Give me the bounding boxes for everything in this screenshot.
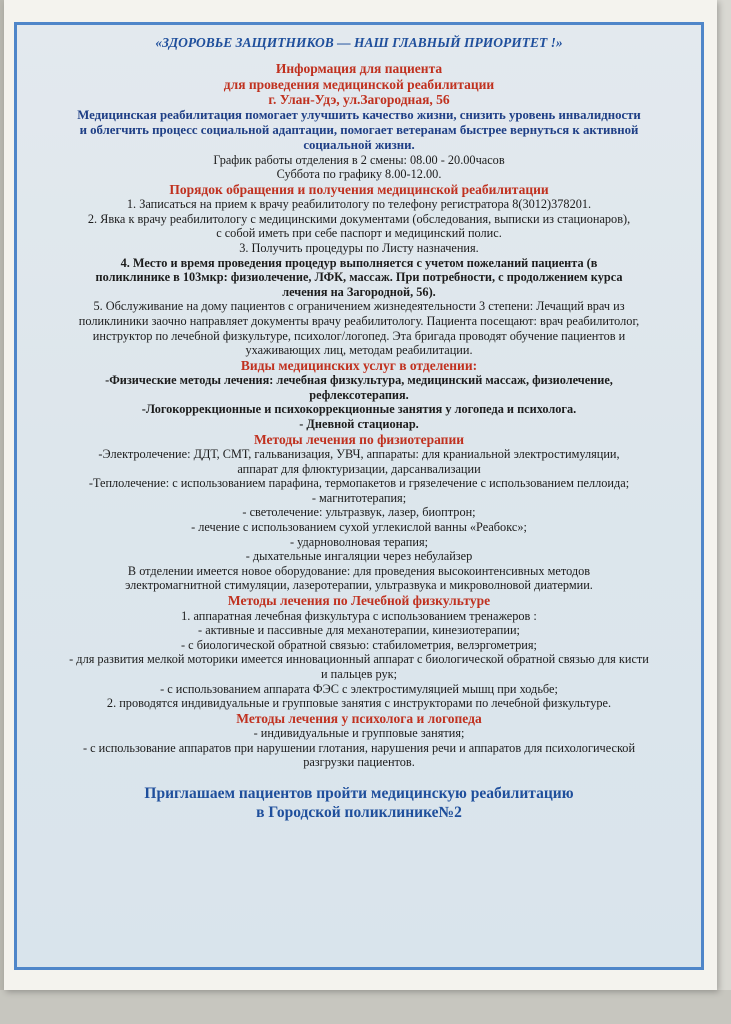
lfk-line: - с использованием аппарата ФЭС с электростимуляцией мышц при ходьбе; [160,681,558,696]
physio-line: - лечение с использованием сухой углекислой ванны «Реабокс»; [191,520,527,535]
intro-line: социальной жизни. [303,137,415,152]
psych-line: разгрузки пациентов. [303,755,415,770]
order-item-1: 1. Записаться на прием к врачу реабилитологу по телефону регистратора 8(3012)378201. [126,197,592,212]
title-line-2: для проведения медицинской реабилитации [223,76,495,92]
closing-line: Приглашаем пациентов пройти медицинскую реабилитацию [144,784,574,802]
paper-sheet [4,0,717,990]
schedule-line: График работы отделения в 2 смены: 08.00 - 20.00часов [213,152,505,167]
order-item-3: 3. Получить процедуры по Листу назначения. [239,240,479,255]
psych-line: - индивидуальные и групповые занятия; [253,726,465,741]
physio-line: - магнитотерапия; [311,490,407,505]
order-item-5: ухаживающих лиц, методам реабилитации. [245,343,473,358]
floor-background [0,990,731,1024]
order-item-5: инструктор по лечебной физкультуре, психолог/логопед. Эта бригада проводят обучение пациентов и [92,328,626,343]
physio-line: - светолечение: ультразвук, лазер, биоптрон; [242,505,476,520]
title-line-1: Информация для пациента [275,61,443,76]
psych-heading: Методы лечения у психолога и логопеда [236,710,482,726]
spacer [17,770,701,784]
physio-line: - ударноволновая терапия; [289,534,429,549]
order-item-5: 5. Обслуживание на дому пациентов с ограничением жизнедеятельности 3 степени: Лечащий врач из [93,299,625,314]
intro-line: Медицинская реабилитация помогает улучшить качество жизни, снизить уровень инвалидности [77,107,641,122]
physio-heading: Методы лечения по физиотерапии [253,431,465,447]
lfk-line: 2. проводятся индивидуальные и групповые занятия с инструкторами по лечебной физкультуре. [106,696,612,711]
motto: «ЗДОРОВЬЕ ЗАЩИТНИКОВ — НАШ ГЛАВНЫЙ ПРИОРИТЕТ !» [155,35,563,50]
schedule-line: Суббота по графику 8.00-12.00. [276,167,442,182]
closing-line: в Городской поликлинике№2 [256,803,462,821]
intro-line: и облегчить процесс социальной адаптации, помогает ветеранам быстрее вернуться к активной [79,122,639,137]
physio-line: -Электролечение: ДДТ, СМТ, гальванизация, УВЧ, аппараты: для краниальной электростимуляции, [98,447,620,462]
order-item-4: поликлинике в 103мкр: физиолечение, ЛФК, массаж. При потребности, с продолжением курса [95,270,623,285]
order-item-4: лечения на Загородной, 56). [282,284,436,299]
psych-line: - с использование аппаратов при нарушении глотания, нарушения речи и аппаратов для психологической [82,740,636,755]
lfk-line: - с биологической обратной связью: стабилометрия, велэргометрия; [181,637,537,652]
order-heading: Порядок обращения и получения медицинской реабилитации [169,181,549,197]
lfk-line: - активные и пассивные для механотерапии, кинезиотерапии; [198,623,520,638]
lfk-line: - для развития мелкой моторики имеется инновационный аппарат с биологической обратной связью для кисти [69,652,649,667]
services-line: рефлексотерапия. [309,387,409,402]
lfk-line: и пальцев рук; [321,666,397,681]
services-line: -Физические методы лечения: лечебная физкультура, медицинский массаж, физиолечение, [105,373,613,388]
services-heading: Виды медицинских услуг в отделении: [240,357,478,373]
notice-content [17,35,701,822]
blue-frame [14,22,704,970]
physio-line: аппарат для флюктуризации, дарсанвализации [237,461,481,476]
services-line: -Логокоррекционные и психокоррекционные занятия у логопеда и психолога. [141,402,577,417]
physio-line: - дыхательные ингаляции через небулайзер [245,549,473,564]
lfk-heading: Методы лечения по Лечебной физкультуре [227,593,491,609]
services-line: - Дневной стационар. [299,417,419,431]
physio-line: электромагнитной стимуляции, лазеротерапии, ультразвука и микроволновой диатермии. [125,578,593,593]
lfk-line: 1. аппаратная лечебная физкультура с использованием тренажеров : [181,608,537,623]
order-item-4: 4. Место и время проведения процедур выполняется с учетом пожеланий пациента (в [120,255,598,270]
order-item-2: с собой иметь при себе паспорт и медицинский полис. [216,226,502,241]
order-item-2: 2. Явка к врачу реабилитологу с медицинскими документами (обследования, выписки из стационаров), [87,211,631,226]
order-item-5: поликлиники заочно направляет документы врачу реабилитологу. Пациента посещают: врач реабилитолог, [78,313,640,328]
address: г. Улан-Удэ, ул.Загородная, 56 [268,92,450,107]
physio-line: -Теплолечение: с использованием парафина, термопакетов и грязелечение с использованием пеллоида; [88,476,630,491]
physio-line: В отделении имеется новое оборудование: для проведения высокоинтенсивных методов [127,563,591,578]
